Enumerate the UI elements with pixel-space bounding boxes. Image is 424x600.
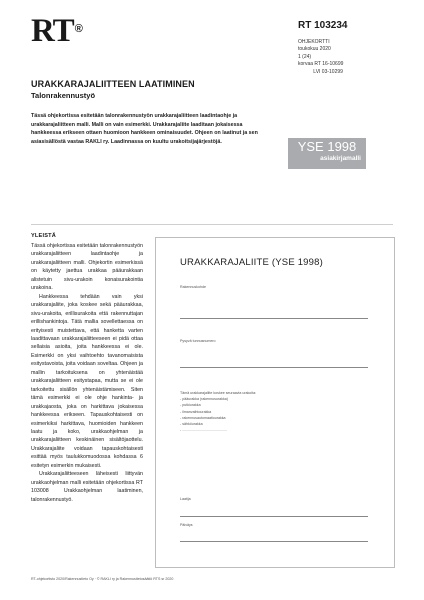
list-item: - putkiurakka (180, 403, 201, 408)
intro-paragraph: Tässä ohjekortissa esitetään talonrakennustyön urakkarajaliitteen laadintaohje ja urakkarajaliitteen malli. Malli on vain esimerkki. Urakkarajaliite laaditaan jokaisessa hankkeessa erikseen ottaen huomioon hankkeen ominaisuudet. Ohjeen on laatinut ja sen asiasisällöstä vastaa RAKLI ry. Laadinnassa on kuultu urakoitsijajärjestöjä. (31, 113, 258, 146)
field-line-date (180, 541, 368, 542)
list-item: - ilmanvaihtourakka (180, 409, 212, 414)
meta-card-type: OHJEKORTTI (298, 39, 330, 45)
section-divider (31, 224, 393, 225)
card-meta (298, 39, 343, 76)
field-label-id: Pysyvä tunnusnumero (180, 339, 216, 343)
contract-list (180, 390, 256, 433)
yse-badge-caption: asiakirjamalli (320, 155, 361, 162)
contract-list-intro: Tämä urakkarajaliite koskee seuraavia urakoita: (180, 391, 257, 395)
field-label-author: Laatija (180, 497, 191, 501)
rt-card-number: RT 103234 (298, 20, 348, 31)
field-line-author (180, 516, 368, 517)
list-item: - pääurakka (rakennusurakka) (180, 397, 228, 402)
general-paragraph-1: Tässä ohjekortissa esitetään talonrakennustyön urakkarajaliitteen laadintaohje ja urakkarajaliitteen malli. Ohjekortin esimerkissä on käytetty jaettua urakkaa pääurakkaan alistetuin sivu-urakoin konaisurakointia urakoina. (31, 243, 143, 292)
page-footer: RT-ohjekortisto 2020/Rakennustieto Oy · © RAKLI ry ja Rakennustietosäätiö RTS sr 2020 (31, 577, 174, 581)
meta-date: toukokuu 2020 (298, 46, 331, 53)
field-label-date: Päiväys (180, 523, 193, 527)
meta-replaces-lvi: LVI 03-10299 (298, 68, 343, 75)
list-item: - ............................................. (180, 428, 228, 433)
general-paragraph-3: Urakkarajaliitteeseen läheisesti liittyvän urakkaohjelman malli esitetään ohjekortissa RT 103008 Urakkaohjelman laatiminen, talonrakennustyö. (31, 471, 143, 503)
field-label-project: Rakennuskohde (180, 285, 206, 289)
list-item: - sähköurakka (180, 422, 203, 427)
meta-replaces: korvaa RT 16-10699 (298, 61, 344, 68)
yse-badge-title: YSE 1998 (297, 139, 357, 154)
form-title: URAKKARAJALIITE (YSE 1998) (180, 257, 324, 268)
rt-logo: RT® (31, 13, 82, 49)
section-heading: YLEISTÄ (31, 233, 57, 239)
field-line-id (180, 367, 368, 368)
general-paragraph-2: Hankkeessa tehdään vain yksi urakkarajaliite, joka koskee sekä pääurakkaa, sivu-urakoita, erillisurakoita että rakennuttajan erillishankintoja. Tätä mallia sovellettaessa on erityisesti muistettava, että hanketta varten laadittavaan urakkarajaliitteeseen ei pidä ottaa sellaisia asioita, joita hankkeessa ei ole. Esimerkki on yksi vaihtoehto tavanomaisista esitystavoista, joita voidaan soveltaa. Ohjeen ja mallin tarkoituksena on yhtenäistää urakkarajaliitteen esitystapaa, mutta se ei ole tarkoitettu sisällön yhtenäistämiseen. Siten tämä esimerkki ei ole ohje hankinta- ja urakkajaosta, joka on harkittava jokaisessa hankkeessa erikseen. Tapauskohtaisesti on esimerkiksi harkittava, huomioiden hankkeen laatu ja koko, urakkaohjelman ja urakkarajaliitteen keskinäinen sisältöjaottelu. Urakkarajaliite voidaan tapauskohtaisesti esittää myös taulukkomuodossa kohdassa 6 esitetyn esimerkin mukaisesti. (31, 293, 143, 469)
general-text-column (31, 242, 143, 504)
document-title: URAKKARAJALIITTEEN LAATIMINEN (31, 79, 195, 89)
field-line-project (180, 318, 368, 319)
yse-badge (288, 138, 366, 169)
document-subtitle: Talonrakennustyö (31, 91, 96, 100)
list-item: - rakennusautomaatiourakka (180, 415, 226, 420)
meta-page: 1 (24) (298, 53, 312, 60)
